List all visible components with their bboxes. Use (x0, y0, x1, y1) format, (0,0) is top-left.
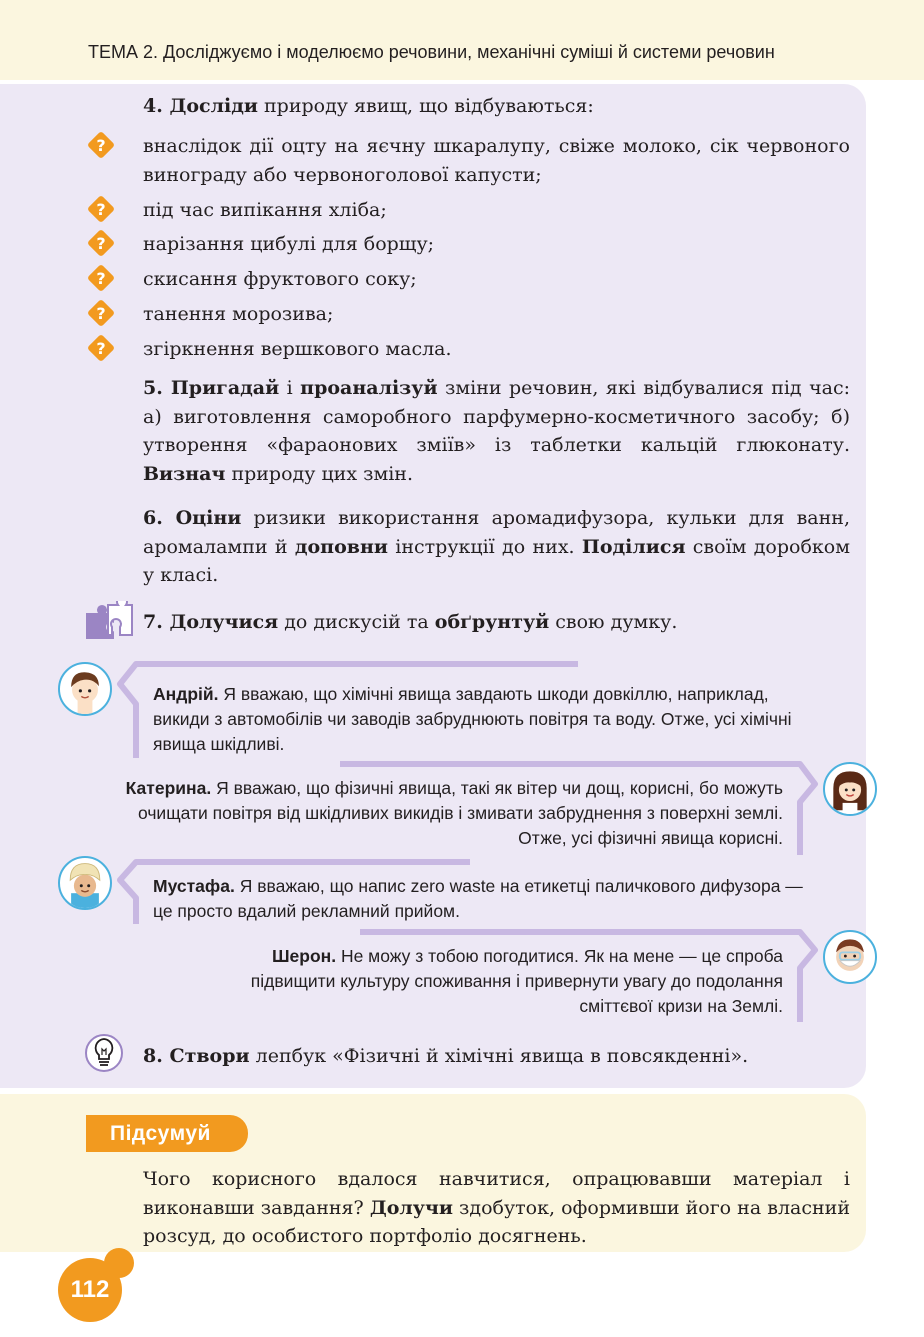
svg-text:?: ? (96, 269, 106, 288)
masked-face-icon (825, 932, 875, 982)
question-icon (86, 228, 116, 258)
task-4-item: під час випікання хліба; (143, 199, 387, 221)
svg-text:?: ? (96, 200, 106, 219)
summary-badge: Підсумуй (86, 1115, 248, 1152)
avatar-andriy (58, 662, 112, 716)
question-icon (86, 194, 116, 224)
task-4-item: скисання фруктового соку; (143, 268, 417, 290)
task-8-text: 8. Створи лепбук «Фізичні й хімічні явища в повсякденні». (143, 1045, 749, 1067)
summary-text: Чого корисного вдалося навчитися, опрацювавши матеріал і виконавши завдання? Долучи здобуток, оформивши його на власний розсуд, до особистого портфоліо досягнень. (143, 1168, 851, 1247)
puzzle-icon (84, 601, 134, 641)
task-4-item: згіркнення вершкового масла. (143, 338, 452, 360)
topic-title: ТЕМА 2. Досліджуємо і моделюємо речовини, механічні суміші й системи речовин (88, 42, 775, 62)
task-4-item: танення морозива; (143, 303, 334, 325)
turban-face-icon (60, 858, 110, 908)
svg-text:?: ? (96, 339, 106, 358)
avatar-sheron (823, 930, 877, 984)
task-4-item: внаслідок дії оцту на яєчну шкаралупу, свіже молоко, сік червоного винограду або червоноголової капусти; (143, 135, 850, 186)
dialog-kateryna: Катерина. Я вважаю, що фізичні явища, такі як вітер чи дощ, корисні, бо можуть очищати повітря від шкідливих викидів і змивати забруднення з поверхні землі. Отже, усі фізичні явища корисні. (125, 778, 783, 848)
svg-text:?: ? (96, 304, 106, 323)
girl-face-icon (825, 764, 875, 814)
svg-text:?: ? (96, 136, 106, 155)
question-icon (86, 333, 116, 363)
boy-face-icon (60, 664, 110, 714)
task-6-text: 6. Оціни ризики використання аромадифузора, кульки для ванн, аромалампи й доповни інструкції до них. Поділися своїм доробком у класі. (143, 507, 851, 586)
task-4-item: нарізання цибулі для борщу; (143, 233, 435, 255)
task-4-heading: 4. Досліди природу явищ, що відбуваються: (143, 95, 594, 117)
page-number: 112 (58, 1258, 122, 1322)
header-band (0, 0, 924, 80)
dialog-sheron: Шерон. Не можу з тобою погодитися. Як на мене — це спроба підвищити культуру споживання і привернути увагу до подолання сміттєвої кризи на Землі. (250, 946, 783, 1016)
task-5-text: 5. Пригадай і проаналізуй зміни речовин, які відбувалися під час: а) виготовлення саморобного парфумерно-косметичного засобу; б) утворення «фараонових зміїв» із таблетки кальцій глюконату. Визнач природу цих змін. (143, 377, 851, 485)
question-icon (86, 298, 116, 328)
question-icon (86, 130, 116, 160)
avatar-mustafa (58, 856, 112, 910)
avatar-kateryna (823, 762, 877, 816)
lightbulb-icon (84, 1031, 124, 1075)
question-icon (86, 263, 116, 293)
dialog-andriy: Андрій. Я вважаю, що хімічні явища завдають шкоди довкіллю, наприклад, викиди з автомобілів чи заводів забруднюють повітря та воду. Отже, усі хімічні явища шкідливі. (153, 684, 792, 754)
svg-text:?: ? (96, 234, 106, 253)
task-7-heading: 7. Долучися до дискусій та обґрунтуй свою думку. (143, 611, 678, 633)
dialog-mustafa: Мустафа. Я вважаю, що напис zero waste на етикетці паличкового дифузора — це просто вдалий рекламний прийом. (153, 876, 803, 921)
